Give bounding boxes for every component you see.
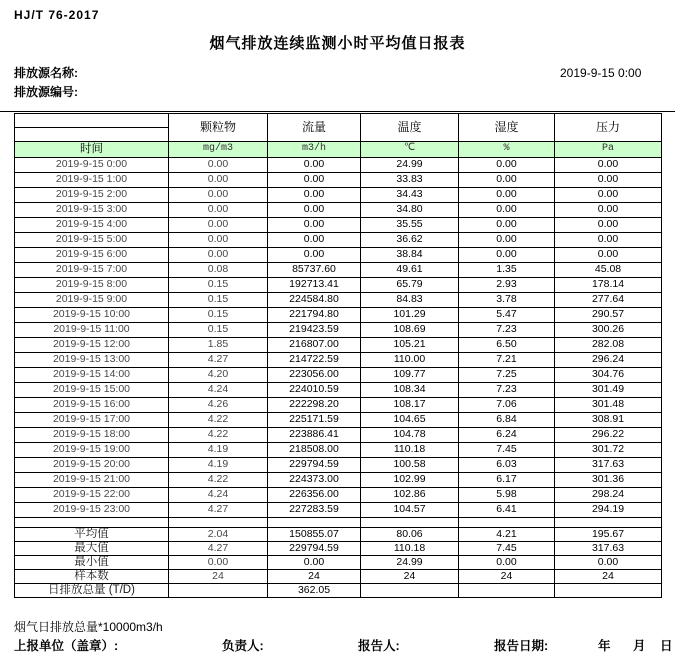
time-cell: 2019-9-15 22:00 — [15, 488, 169, 503]
hour-row — [15, 188, 662, 203]
value-cell: 4.24 — [169, 383, 268, 398]
flow-total-note: 烟气日排放总量*10000m3/h — [14, 620, 163, 634]
value-cell: 4.22 — [169, 473, 268, 488]
value-cell: 0.00 — [459, 248, 555, 263]
value-cell: 6.24 — [459, 428, 555, 443]
time-cell: 2019-9-15 10:00 — [15, 308, 169, 323]
standard-code: HJ/T 76-2017 — [14, 8, 100, 22]
value-cell: 0.00 — [555, 556, 662, 570]
value-cell: 0.00 — [459, 188, 555, 203]
summary-body — [15, 518, 662, 598]
value-cell: 7.25 — [459, 368, 555, 383]
time-cell: 2019-9-15 8:00 — [15, 278, 169, 293]
value-cell: 24 — [268, 570, 361, 584]
summary-row — [15, 584, 662, 598]
value-cell: 4.27 — [169, 503, 268, 518]
day-label: 日 — [660, 639, 673, 653]
value-cell: 38.84 — [361, 248, 459, 263]
value-cell: 0.00 — [555, 173, 662, 188]
value-cell: 0.00 — [459, 173, 555, 188]
source-id-label: 排放源编号: — [14, 85, 78, 99]
value-cell: 0.00 — [169, 556, 268, 570]
value-cell: 110.18 — [361, 542, 459, 556]
summary-label: 样本数 — [15, 570, 169, 584]
value-cell: 0.15 — [169, 278, 268, 293]
time-cell: 2019-9-15 5:00 — [15, 233, 169, 248]
value-cell: 224584.80 — [268, 293, 361, 308]
value-cell: 108.69 — [361, 323, 459, 338]
value-cell: 227283.59 — [268, 503, 361, 518]
value-cell: 0.00 — [555, 233, 662, 248]
time-cell: 2019-9-15 2:00 — [15, 188, 169, 203]
value-cell: 0.00 — [459, 203, 555, 218]
time-cell: 2019-9-15 21:00 — [15, 473, 169, 488]
value-cell: 35.55 — [361, 218, 459, 233]
time-cell: 2019-9-15 16:00 — [15, 398, 169, 413]
hour-row — [15, 278, 662, 293]
value-cell: 7.06 — [459, 398, 555, 413]
hourly-data-body — [15, 158, 662, 518]
value-cell: 4.27 — [169, 542, 268, 556]
value-cell: 49.61 — [361, 263, 459, 278]
value-cell: 0.00 — [169, 248, 268, 263]
hour-row — [15, 218, 662, 233]
year-label: 年 — [598, 639, 611, 653]
report-date-label: 报告日期: — [494, 639, 549, 653]
value-cell — [459, 584, 555, 598]
value-cell: 4.21 — [459, 528, 555, 542]
hour-row — [15, 473, 662, 488]
value-cell: 229794.59 — [268, 458, 361, 473]
value-cell: 7.23 — [459, 323, 555, 338]
value-cell: 0.00 — [459, 218, 555, 233]
value-cell: 105.21 — [361, 338, 459, 353]
unit-temperature: ℃ — [361, 142, 459, 158]
value-cell: 24 — [169, 570, 268, 584]
value-cell: 0.00 — [169, 218, 268, 233]
value-cell: 290.57 — [555, 308, 662, 323]
hour-row — [15, 443, 662, 458]
header-empty-cell-top — [15, 114, 169, 128]
value-cell: 2.04 — [169, 528, 268, 542]
value-cell: 45.08 — [555, 263, 662, 278]
value-cell: 4.19 — [169, 443, 268, 458]
value-cell: 104.65 — [361, 413, 459, 428]
source-name-label: 排放源名称: — [14, 66, 78, 80]
value-cell: 101.29 — [361, 308, 459, 323]
time-cell: 2019-9-15 0:00 — [15, 158, 169, 173]
value-cell: 1.35 — [459, 263, 555, 278]
value-cell: 308.91 — [555, 413, 662, 428]
value-cell: 219423.59 — [268, 323, 361, 338]
value-cell: 34.43 — [361, 188, 459, 203]
value-cell: 34.80 — [361, 203, 459, 218]
hour-row — [15, 488, 662, 503]
value-cell: 0.00 — [169, 173, 268, 188]
summary-label: 平均值 — [15, 528, 169, 542]
value-cell: 317.63 — [555, 542, 662, 556]
summary-label: 最大值 — [15, 542, 169, 556]
value-cell: 362.05 — [268, 584, 361, 598]
hour-row — [15, 503, 662, 518]
value-cell: 218508.00 — [268, 443, 361, 458]
time-cell: 2019-9-15 6:00 — [15, 248, 169, 263]
value-cell: 5.98 — [459, 488, 555, 503]
value-cell: 2.93 — [459, 278, 555, 293]
empty-cell — [169, 518, 268, 528]
value-cell: 33.83 — [361, 173, 459, 188]
value-cell: 214722.59 — [268, 353, 361, 368]
value-cell: 0.15 — [169, 323, 268, 338]
time-cell: 2019-9-15 3:00 — [15, 203, 169, 218]
value-cell: 0.00 — [169, 158, 268, 173]
value-cell: 4.26 — [169, 398, 268, 413]
value-cell: 224373.00 — [268, 473, 361, 488]
time-cell: 2019-9-15 11:00 — [15, 323, 169, 338]
value-cell: 24.99 — [361, 158, 459, 173]
value-cell: 0.00 — [555, 188, 662, 203]
value-cell: 102.99 — [361, 473, 459, 488]
unit-particulate: mg/m3 — [169, 142, 268, 158]
value-cell: 195.67 — [555, 528, 662, 542]
value-cell: 301.49 — [555, 383, 662, 398]
report-datetime: 2019-9-15 0:00 — [560, 66, 642, 80]
value-cell: 0.15 — [169, 293, 268, 308]
hour-row — [15, 308, 662, 323]
value-cell: 298.24 — [555, 488, 662, 503]
reporter-label: 报告人: — [358, 639, 400, 653]
hour-row — [15, 413, 662, 428]
value-cell: 104.57 — [361, 503, 459, 518]
value-cell: 109.77 — [361, 368, 459, 383]
value-cell: 301.36 — [555, 473, 662, 488]
summary-row — [15, 542, 662, 556]
value-cell: 108.34 — [361, 383, 459, 398]
value-cell: 80.06 — [361, 528, 459, 542]
value-cell: 0.00 — [268, 158, 361, 173]
value-cell: 102.86 — [361, 488, 459, 503]
unit-flow: m3/h — [268, 142, 361, 158]
value-cell: 6.17 — [459, 473, 555, 488]
value-cell: 0.00 — [169, 233, 268, 248]
value-cell — [169, 584, 268, 598]
value-cell: 222298.20 — [268, 398, 361, 413]
value-cell: 3.78 — [459, 293, 555, 308]
page-title: 烟气排放连续监测小时平均值日报表 — [209, 35, 466, 52]
value-cell: 5.47 — [459, 308, 555, 323]
value-cell — [555, 584, 662, 598]
value-cell: 0.00 — [268, 556, 361, 570]
spacer-row — [15, 518, 662, 528]
value-cell: 178.14 — [555, 278, 662, 293]
value-cell: 6.41 — [459, 503, 555, 518]
value-cell: 0.00 — [268, 248, 361, 263]
value-cell: 6.84 — [459, 413, 555, 428]
time-cell: 2019-9-15 23:00 — [15, 503, 169, 518]
value-cell: 192713.41 — [268, 278, 361, 293]
hour-row — [15, 428, 662, 443]
summary-row — [15, 556, 662, 570]
value-cell: 301.48 — [555, 398, 662, 413]
value-cell: 4.27 — [169, 353, 268, 368]
value-cell: 0.00 — [169, 188, 268, 203]
value-cell: 0.00 — [555, 218, 662, 233]
value-cell — [361, 584, 459, 598]
hour-row — [15, 173, 662, 188]
value-cell: 4.24 — [169, 488, 268, 503]
empty-cell — [361, 518, 459, 528]
value-cell: 0.00 — [555, 248, 662, 263]
value-cell: 150855.07 — [268, 528, 361, 542]
value-cell: 0.00 — [459, 233, 555, 248]
value-cell: 6.50 — [459, 338, 555, 353]
value-cell: 1.85 — [169, 338, 268, 353]
time-cell: 2019-9-15 18:00 — [15, 428, 169, 443]
value-cell: 294.19 — [555, 503, 662, 518]
empty-cell — [459, 518, 555, 528]
value-cell: 317.63 — [555, 458, 662, 473]
empty-cell — [15, 518, 169, 528]
value-cell: 100.58 — [361, 458, 459, 473]
value-cell: 0.00 — [268, 173, 361, 188]
value-cell: 104.78 — [361, 428, 459, 443]
value-cell: 296.22 — [555, 428, 662, 443]
hour-row — [15, 368, 662, 383]
value-cell: 4.19 — [169, 458, 268, 473]
column-header-temperature: 温度 — [361, 114, 459, 142]
time-cell: 2019-9-15 12:00 — [15, 338, 169, 353]
value-cell: 110.00 — [361, 353, 459, 368]
report-unit-label: 上报单位（盖章）: — [14, 639, 119, 653]
hour-row — [15, 158, 662, 173]
hour-row — [15, 458, 662, 473]
value-cell: 304.76 — [555, 368, 662, 383]
value-cell: 277.64 — [555, 293, 662, 308]
value-cell: 85737.60 — [268, 263, 361, 278]
responsible-label: 负责人: — [222, 639, 264, 653]
value-cell: 282.08 — [555, 338, 662, 353]
unit-row — [15, 142, 662, 158]
empty-cell — [268, 518, 361, 528]
value-cell: 110.18 — [361, 443, 459, 458]
value-cell: 0.00 — [169, 203, 268, 218]
monitoring-table — [14, 113, 662, 598]
value-cell: 24.99 — [361, 556, 459, 570]
value-cell: 0.00 — [268, 218, 361, 233]
value-cell: 226356.00 — [268, 488, 361, 503]
value-cell: 24 — [555, 570, 662, 584]
value-cell: 108.17 — [361, 398, 459, 413]
value-cell: 6.03 — [459, 458, 555, 473]
value-cell: 229794.59 — [268, 542, 361, 556]
time-cell: 2019-9-15 1:00 — [15, 173, 169, 188]
value-cell: 0.15 — [169, 308, 268, 323]
value-cell: 221794.80 — [268, 308, 361, 323]
value-cell: 7.21 — [459, 353, 555, 368]
value-cell: 7.45 — [459, 443, 555, 458]
time-cell: 2019-9-15 7:00 — [15, 263, 169, 278]
summary-label: 日排放总量 (T/D) — [15, 584, 169, 598]
value-cell: 65.79 — [361, 278, 459, 293]
value-cell: 4.22 — [169, 413, 268, 428]
time-cell: 2019-9-15 17:00 — [15, 413, 169, 428]
hour-row — [15, 203, 662, 218]
value-cell: 296.24 — [555, 353, 662, 368]
value-cell: 216807.00 — [268, 338, 361, 353]
value-cell: 7.45 — [459, 542, 555, 556]
value-cell: 0.00 — [555, 158, 662, 173]
time-cell: 2019-9-15 14:00 — [15, 368, 169, 383]
hour-row — [15, 263, 662, 278]
value-cell: 0.08 — [169, 263, 268, 278]
time-cell: 2019-9-15 9:00 — [15, 293, 169, 308]
top-rule — [0, 111, 675, 112]
hour-row — [15, 398, 662, 413]
hour-row — [15, 293, 662, 308]
value-cell: 0.00 — [555, 203, 662, 218]
month-label: 月 — [633, 639, 646, 653]
value-cell: 24 — [459, 570, 555, 584]
value-cell: 0.00 — [268, 203, 361, 218]
value-cell: 0.00 — [459, 556, 555, 570]
hour-row — [15, 338, 662, 353]
value-cell: 223886.41 — [268, 428, 361, 443]
summary-label: 最小值 — [15, 556, 169, 570]
hour-row — [15, 233, 662, 248]
column-header-pressure: 压力 — [555, 114, 662, 142]
time-cell: 2019-9-15 15:00 — [15, 383, 169, 398]
unit-humidity: % — [459, 142, 555, 158]
value-cell: 223056.00 — [268, 368, 361, 383]
value-cell: 301.72 — [555, 443, 662, 458]
column-header-flow: 流量 — [268, 114, 361, 142]
value-cell: 300.26 — [555, 323, 662, 338]
hour-row — [15, 248, 662, 263]
value-cell: 24 — [361, 570, 459, 584]
time-cell: 2019-9-15 4:00 — [15, 218, 169, 233]
header-empty-cell-bottom — [15, 128, 169, 142]
value-cell: 0.00 — [268, 233, 361, 248]
summary-row — [15, 528, 662, 542]
value-cell: 0.00 — [268, 188, 361, 203]
unit-pressure: Pa — [555, 142, 662, 158]
column-header-humidity: 湿度 — [459, 114, 555, 142]
header-row-top — [15, 114, 662, 128]
value-cell: 4.22 — [169, 428, 268, 443]
hour-row — [15, 383, 662, 398]
value-cell: 7.23 — [459, 383, 555, 398]
value-cell: 0.00 — [459, 158, 555, 173]
time-cell: 2019-9-15 13:00 — [15, 353, 169, 368]
hour-row — [15, 323, 662, 338]
column-header-particulate: 颗粒物 — [169, 114, 268, 142]
empty-cell — [555, 518, 662, 528]
value-cell: 36.62 — [361, 233, 459, 248]
value-cell: 225171.59 — [268, 413, 361, 428]
value-cell: 224010.59 — [268, 383, 361, 398]
signature-row — [0, 636, 675, 656]
value-cell: 4.20 — [169, 368, 268, 383]
time-column-header: 时间 — [15, 142, 169, 158]
value-cell: 84.83 — [361, 293, 459, 308]
summary-row — [15, 570, 662, 584]
hour-row — [15, 353, 662, 368]
time-cell: 2019-9-15 19:00 — [15, 443, 169, 458]
time-cell: 2019-9-15 20:00 — [15, 458, 169, 473]
